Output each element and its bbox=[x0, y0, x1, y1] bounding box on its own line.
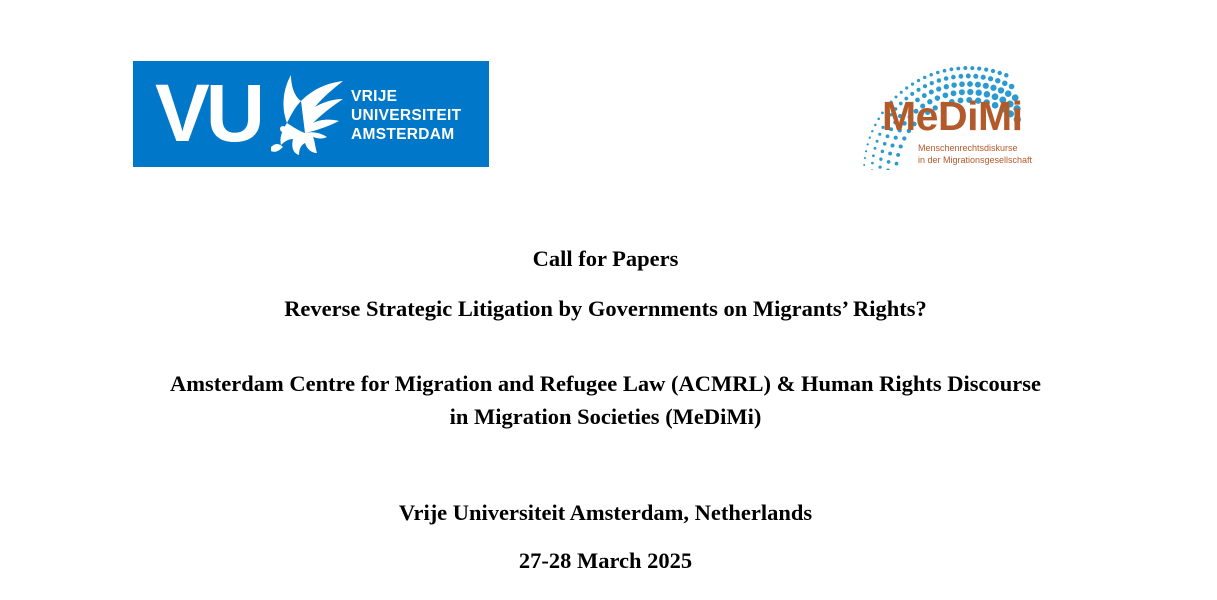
arc-dot bbox=[944, 76, 949, 81]
arc-dot bbox=[890, 143, 894, 147]
arc-dot bbox=[951, 75, 956, 80]
conference-title: Reverse Strategic Litigation by Governments on Migrants’ Rights? bbox=[284, 296, 927, 321]
arc-dot bbox=[896, 153, 900, 157]
medimi-subtitle-line: Menschenrechtsdiskurse bbox=[918, 143, 1018, 153]
medimi-logo bbox=[818, 62, 1058, 170]
medimi-subtitle bbox=[918, 142, 1032, 166]
arc-dot bbox=[916, 88, 920, 92]
call-for-papers-heading: Call for Papers bbox=[532, 246, 679, 271]
vu-logo-name-line: AMSTERDAM bbox=[351, 126, 455, 143]
arc-dot bbox=[966, 74, 971, 79]
arc-dot bbox=[917, 79, 920, 82]
arc-dot bbox=[867, 143, 869, 145]
arc-dot bbox=[874, 147, 877, 150]
arc-dot bbox=[984, 67, 988, 71]
arc-dot bbox=[871, 130, 873, 132]
arc-dot bbox=[1002, 81, 1007, 86]
venue: Vrije Universiteit Amsterdam, Netherlands bbox=[398, 500, 813, 525]
arc-dot bbox=[874, 124, 877, 127]
arc-dot bbox=[886, 169, 889, 170]
arc-dot bbox=[887, 160, 891, 164]
arc-dot bbox=[929, 73, 933, 77]
medimi-wordmark: MeDiMi bbox=[882, 93, 1023, 139]
arc-dot bbox=[950, 67, 954, 71]
arc-dot bbox=[963, 66, 967, 70]
arc-dot bbox=[975, 82, 981, 88]
arc-dot bbox=[879, 158, 882, 161]
arc-dot bbox=[983, 83, 989, 89]
vu-logo-name bbox=[351, 87, 461, 144]
arc-dot bbox=[973, 74, 978, 79]
arc-dot bbox=[881, 150, 885, 154]
arc-dot bbox=[905, 86, 908, 89]
vu-logo-letters: VU bbox=[155, 68, 261, 159]
arc-dot bbox=[995, 78, 1000, 83]
arc-dot bbox=[936, 86, 941, 91]
arc-dot bbox=[871, 162, 874, 165]
arc-dot bbox=[1004, 73, 1008, 77]
arc-dot bbox=[863, 164, 865, 166]
arc-dot bbox=[878, 133, 881, 136]
vu-logo-name-line: UNIVERSITEIT bbox=[351, 107, 462, 124]
arc-dot bbox=[959, 74, 964, 79]
vu-logo-name-line: VRIJE bbox=[351, 88, 398, 105]
arc-dot bbox=[864, 157, 866, 159]
arc-dot bbox=[895, 162, 899, 166]
arc-dot bbox=[872, 154, 875, 157]
arc-dot bbox=[956, 67, 960, 71]
arc-dot bbox=[936, 71, 940, 75]
arc-dot bbox=[977, 67, 981, 71]
event-dates: 27-28 March 2025 bbox=[518, 548, 693, 573]
organizers-line-2: in Migration Societies (MeDiMi) bbox=[449, 404, 762, 429]
medimi-subtitle-line: in der Migrationsgesellschaft bbox=[918, 155, 1033, 165]
arc-dot bbox=[879, 166, 882, 169]
arc-dot bbox=[944, 84, 949, 89]
arc-dot bbox=[998, 71, 1002, 75]
arc-dot bbox=[923, 84, 927, 88]
arc-dot bbox=[951, 82, 957, 88]
arc-dot bbox=[911, 82, 914, 85]
arc-dot bbox=[923, 76, 926, 79]
vu-logo bbox=[133, 61, 489, 167]
organizers-line-1: Amsterdam Centre for Migration and Refugee Law (ACMRL) & Human Rights Discourse bbox=[170, 371, 1041, 396]
arc-dot bbox=[883, 142, 887, 146]
arc-dot bbox=[877, 117, 880, 120]
arc-dot bbox=[943, 69, 947, 73]
arc-dot bbox=[876, 140, 879, 143]
arc-dot bbox=[981, 75, 986, 80]
arc-dot bbox=[899, 144, 903, 148]
arc-dot bbox=[991, 69, 995, 73]
arc-dot bbox=[1009, 84, 1015, 90]
griffin-icon bbox=[261, 67, 345, 161]
arc-dot bbox=[888, 152, 892, 156]
arc-dot bbox=[988, 76, 993, 81]
arc-dot bbox=[865, 150, 867, 152]
arc-dot bbox=[869, 137, 871, 139]
arc-dot bbox=[967, 81, 973, 87]
arc-dot bbox=[871, 169, 874, 170]
arc-dot bbox=[937, 78, 941, 82]
arc-dot bbox=[959, 81, 965, 87]
arc-dot bbox=[970, 66, 974, 70]
arc-dot bbox=[930, 81, 934, 85]
arc-dot bbox=[990, 85, 996, 91]
